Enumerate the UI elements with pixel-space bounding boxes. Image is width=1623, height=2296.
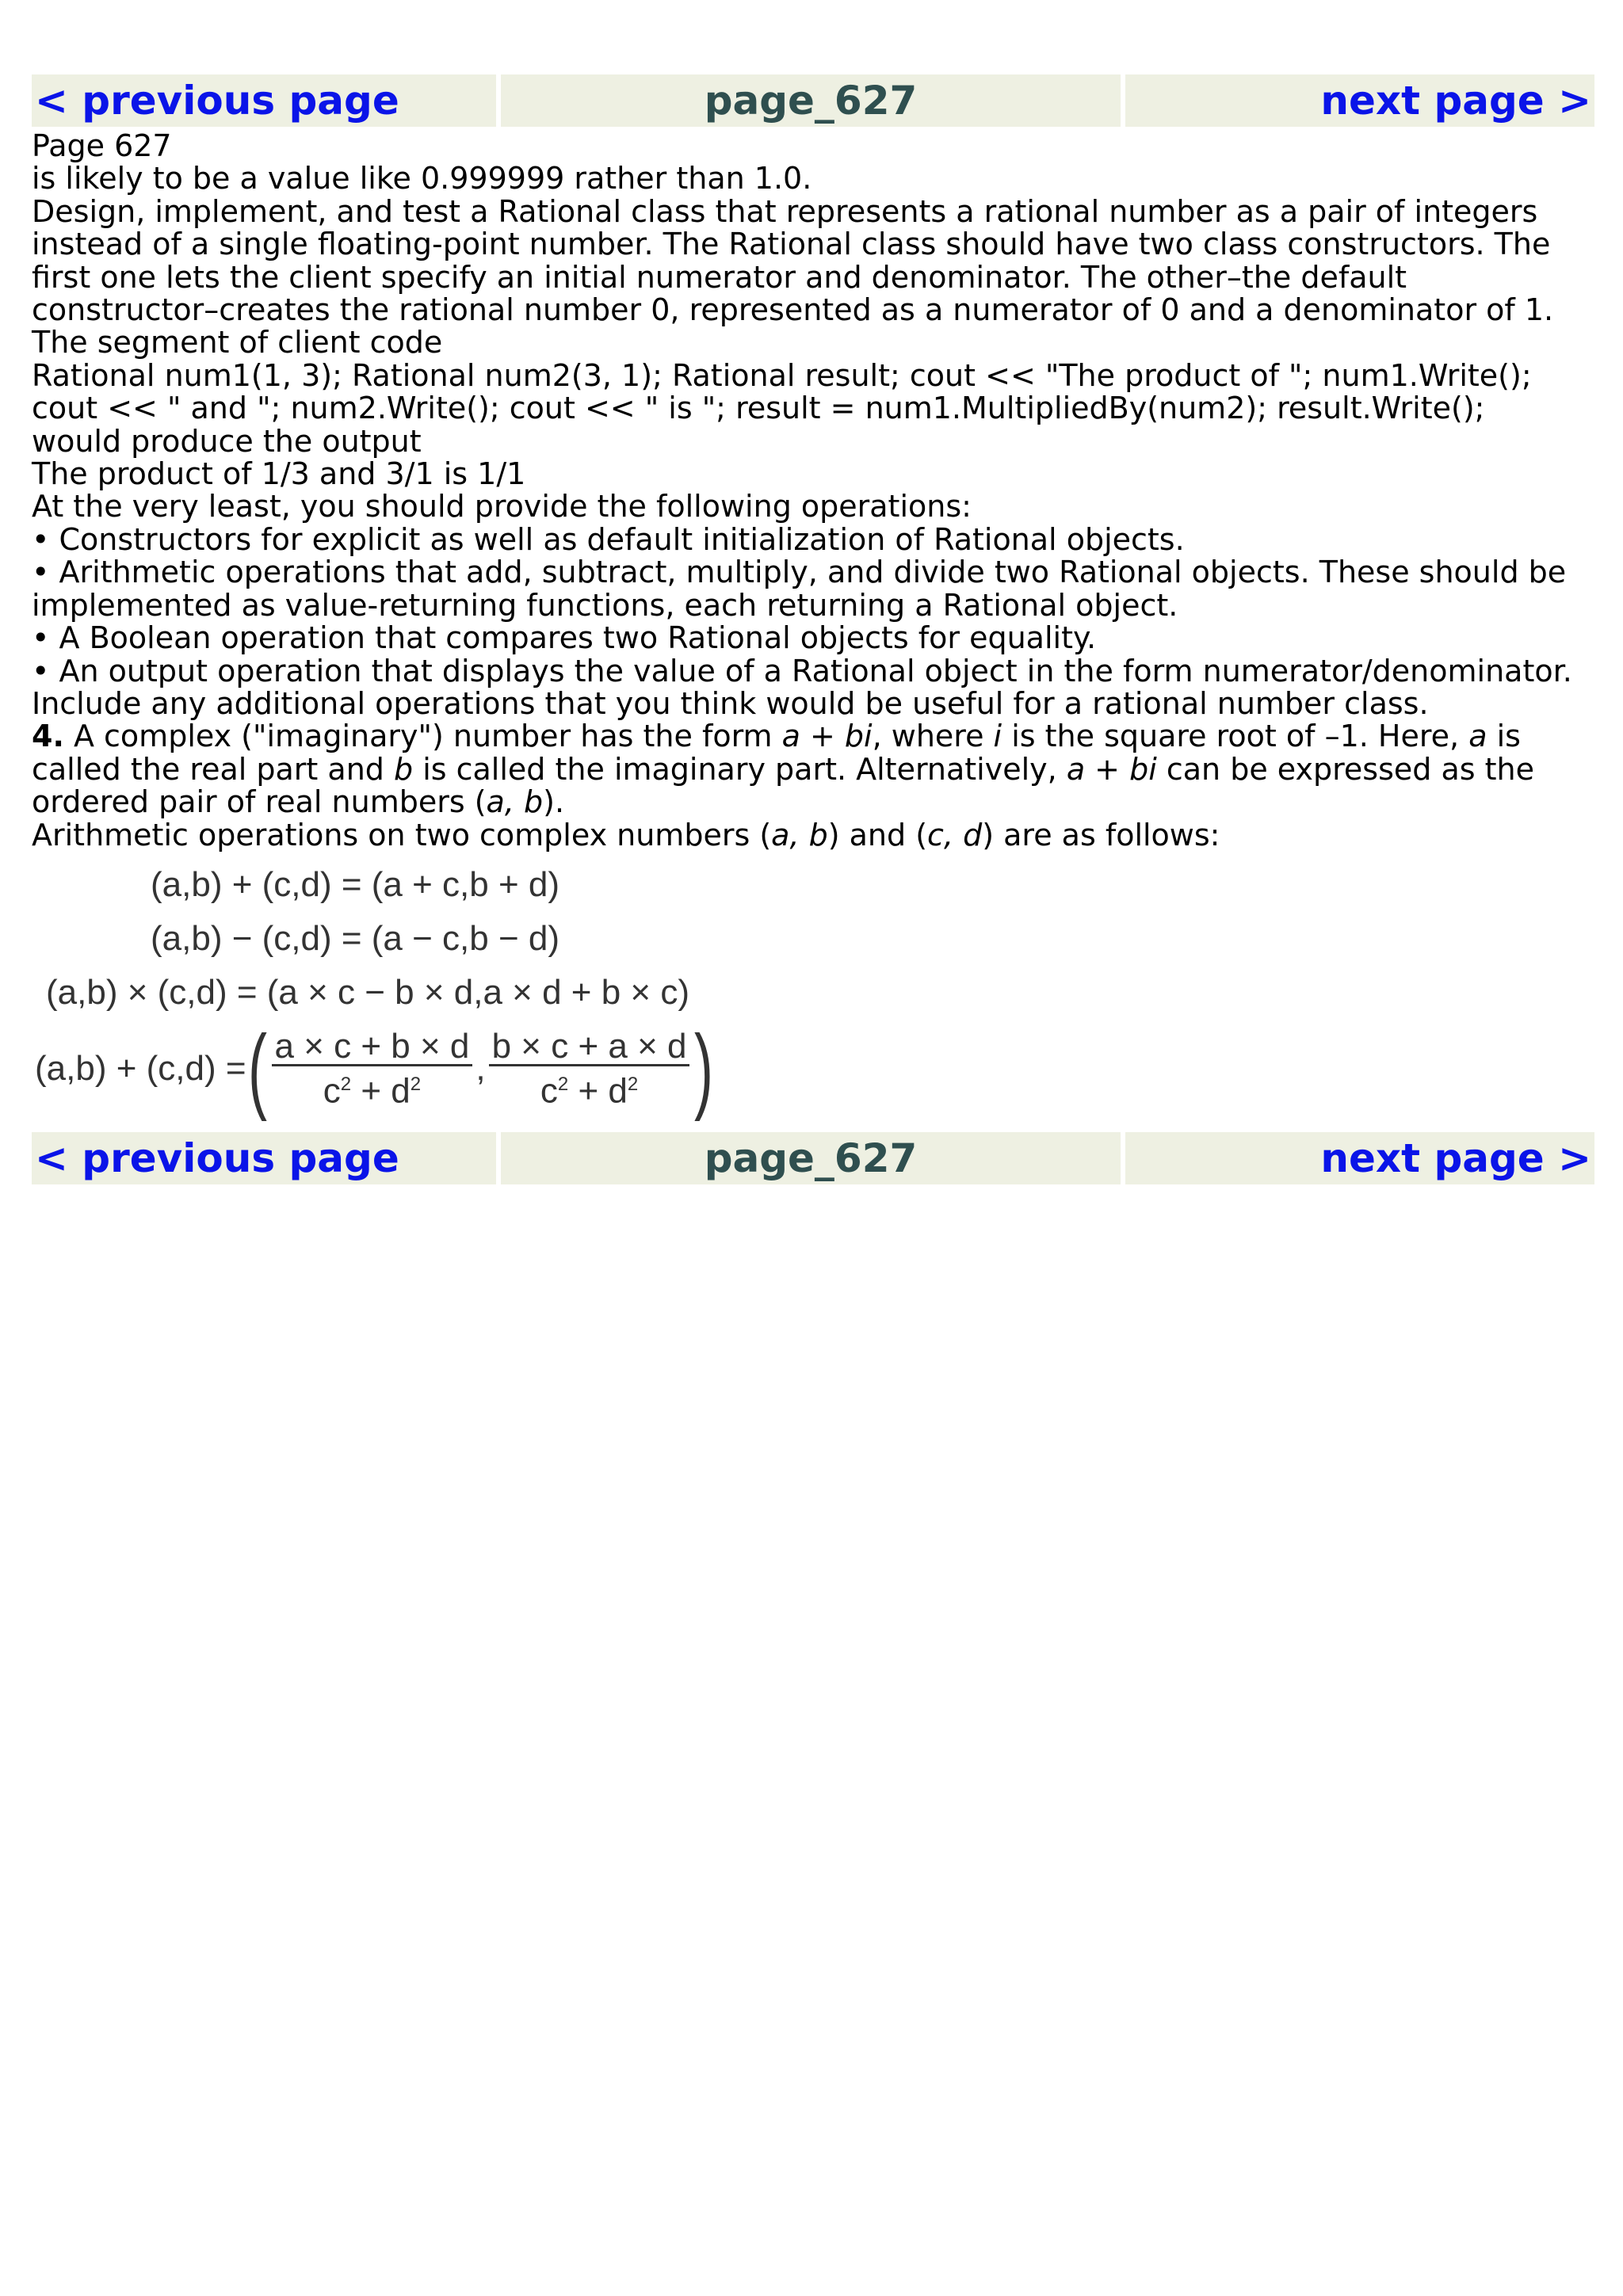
equation-multiplication: (a,b) × (c,d) = (a × c − b × d,a × d + b × c) bbox=[46, 973, 689, 1013]
fraction-imaginary bbox=[489, 1026, 690, 1111]
at-least-text: At the very least, you should provide the following operations: bbox=[32, 489, 972, 524]
bottom-nav-bar bbox=[32, 1132, 1594, 1184]
fraction-comma: , bbox=[475, 1049, 486, 1089]
fraction-real bbox=[272, 1026, 473, 1111]
bullet-item: • Constructors for explicit as well as default initialization of Rational objects. bbox=[32, 521, 1185, 557]
equation-addition: (a,b) + (c,d) = (a + c,b + d) bbox=[151, 865, 559, 905]
fraction-imaginary-denominator: $c^2 + d^2$ bbox=[540, 1071, 639, 1111]
arithmetic-intro: Arithmetic operations on two complex numbers (a, b) and (c, d) are as follows: bbox=[32, 817, 1220, 852]
equation-subtraction: (a,b) − (c,d) = (a − c,b − d) bbox=[151, 919, 559, 959]
bullet-item: • An output operation that displays the value of a Rational object in the form numerator/denominator. bbox=[32, 653, 1572, 688]
left-paren: ( bbox=[247, 1015, 267, 1122]
would-produce-text: would produce the output bbox=[32, 423, 422, 459]
bullet-item: • Arithmetic operations that add, subtract, multiply, and divide two Rational objects. These should be implemented as value-returning functions, each returning a Rational object. bbox=[32, 555, 1567, 623]
design-paragraph: Design, implement, and test a Rational class that represents a rational number as a pair of integers instead of a single floating-point number. The Rational class should have two class constructors. The first one lets the client specify an initial numerator and denominator. The other–the default constructor–creates the rational number 0, represented as a numerator of 0 and a denominator of 1. The segment of client code bbox=[32, 193, 1554, 360]
bullet-item: • A Boolean operation that compares two Rational objects for equality. bbox=[32, 620, 1097, 656]
equation-division bbox=[32, 1015, 1594, 1122]
exercise-number: 4. bbox=[32, 719, 64, 754]
exercise-4-paragraph: 4. A complex ("imaginary") number has the form a + bi, where i is the square root of –1. Here, a is called the real part and b is called the imaginary part. Alternatively, a + bi can be expressed as the ordered pair of real numbers (a, b). bbox=[32, 719, 1534, 820]
page-content bbox=[32, 128, 1594, 1122]
fraction-real-denominator: $c^2 + d^2$ bbox=[323, 1071, 422, 1111]
bottom-prev-cell bbox=[32, 1132, 496, 1184]
include-text: Include any additional operations that you think would be useful for a rational number class. bbox=[32, 685, 1429, 721]
page-label: page_627 bbox=[501, 74, 1121, 127]
equations-figure bbox=[32, 858, 1594, 1122]
fraction-imaginary-numerator: b × c + a × d bbox=[489, 1030, 690, 1066]
previous-page-link[interactable]: < previous page bbox=[35, 78, 399, 124]
page-label: page_627 bbox=[501, 1132, 1121, 1184]
next-page-link[interactable]: next page > bbox=[1320, 78, 1591, 124]
right-paren: ) bbox=[694, 1015, 714, 1122]
division-lhs: (a,b) + (c,d) = bbox=[35, 1049, 246, 1089]
output-sample: The product of 1/3 and 3/1 is 1/1 bbox=[32, 456, 526, 492]
page-number: Page 627 bbox=[32, 128, 172, 163]
bottom-next-cell bbox=[1125, 1132, 1594, 1184]
code-sample: Rational num1(1, 3); Rational num2(3, 1); Rational result; cout << "The product of "; num1.Write(); cout << " and "; num2.Write(); cout << " is "; result = num1.MultipliedBy(num2); result.Write(); bbox=[32, 357, 1532, 426]
intro-text: is likely to be a value like 0.999999 rather than 1.0. bbox=[32, 161, 812, 196]
page bbox=[32, 74, 1594, 1184]
fraction-real-numerator: a × c + b × d bbox=[272, 1030, 473, 1066]
previous-page-link[interactable]: < previous page bbox=[35, 1135, 399, 1181]
top-prev-cell bbox=[32, 74, 496, 127]
top-next-cell bbox=[1125, 74, 1594, 127]
top-nav-bar bbox=[32, 74, 1594, 127]
next-page-link[interactable]: next page > bbox=[1320, 1135, 1591, 1181]
